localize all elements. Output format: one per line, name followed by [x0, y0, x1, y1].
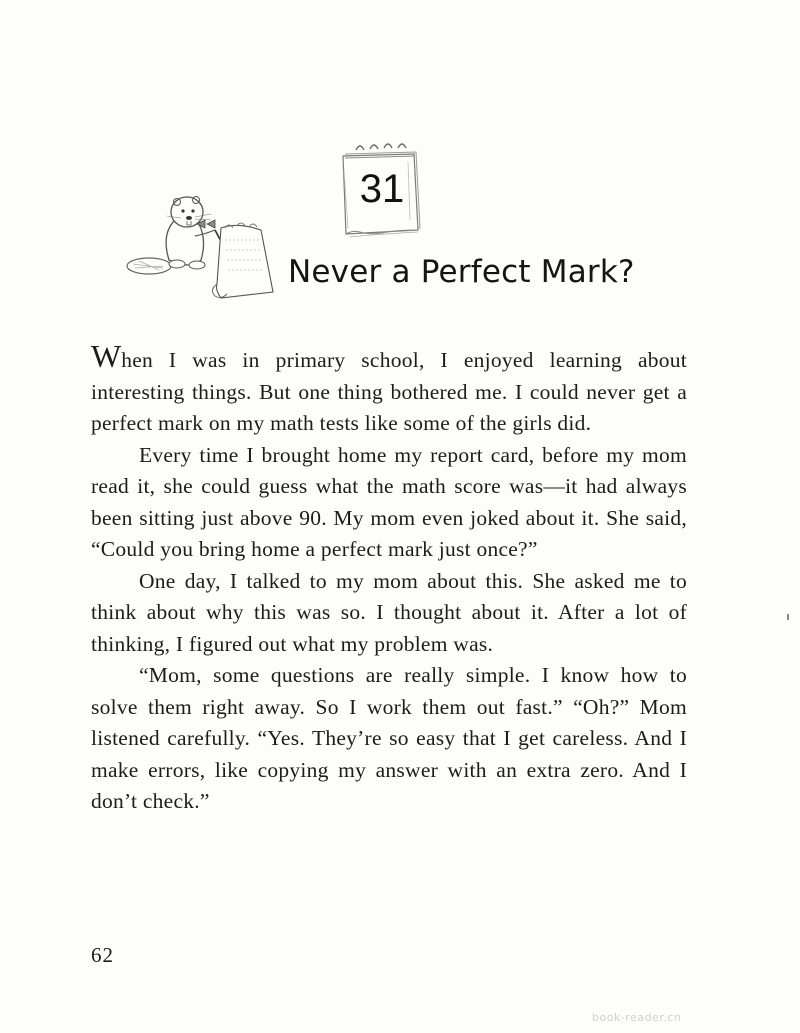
page-number: 62	[91, 943, 114, 967]
chapter-number: 31	[359, 167, 405, 211]
chapter-title: Never a Perfect Mark?	[288, 254, 635, 290]
scan-mark	[787, 614, 789, 620]
watermark: book-reader.cn	[592, 1011, 682, 1024]
paragraph: Every time I brought home my report card, before my mom read it, she could guess what the math score was—it had always been sitting just above 90. My mom even joked about it. She said, “Could you bring home a perfect mark just once?”	[91, 442, 687, 561]
chapter-body	[91, 338, 687, 818]
paragraph-text: hen I was in primary school, I enjoyed learning about interesting things. But one thing bothered me. I could never get a perfect mark on my math tests like some of the girls did.	[91, 348, 687, 435]
paragraph: One day, I talked to my mom about this. She asked me to think about why this was so. I thought about it. After a lot of thinking, I figured out what my problem was.	[91, 568, 687, 656]
beaver-with-paper-illustration	[125, 190, 285, 302]
paragraph	[91, 338, 687, 440]
drop-cap: W	[91, 338, 122, 374]
paragraph: “Mom, some questions are really simple. I know how to solve them right away. So I work them out fast.” “Oh?” Mom listened carefully. “Yes. They’re so easy that I get careless. And I make errors, like copying my answer with an extra zero. And I don’t check.”	[91, 663, 687, 813]
